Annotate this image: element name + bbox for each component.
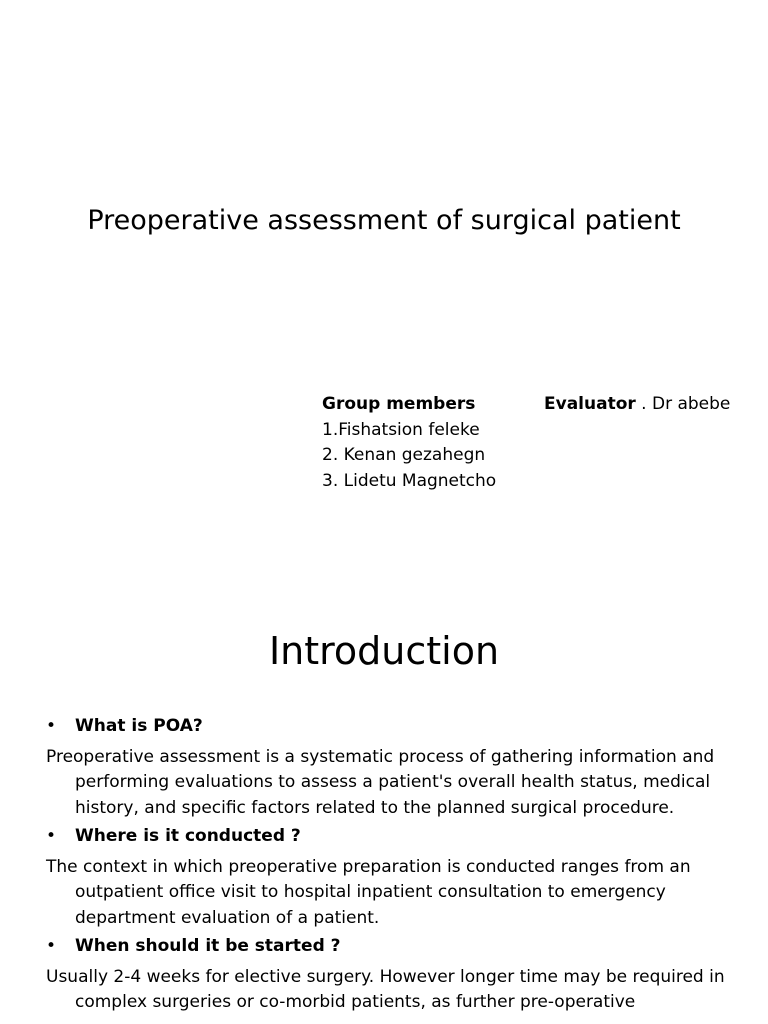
bullet-text: Where is it conducted ? [75, 826, 301, 846]
member-item: 1.Fishatsion feleke [322, 419, 480, 440]
bullet-dot-icon: • [46, 826, 57, 846]
bullet-text: What is POA? [75, 716, 203, 736]
introduction-body [46, 714, 736, 1019]
bullet-question [46, 934, 736, 960]
introduction-title: Introduction [268, 629, 500, 673]
group-members-header: Group members [322, 394, 476, 414]
bullet-question [46, 714, 736, 740]
member-item: 2. Kenan gezahegn [322, 445, 486, 465]
evaluator-label: Evaluator [544, 394, 636, 414]
bullet-question [46, 824, 736, 850]
evaluator-block [544, 392, 730, 418]
answer-paragraph: The context in which preoperative preparation is conducted ranges from an outpatient office visit to hospital inpatient consultation to emergency department evaluation of a patient. [46, 856, 691, 928]
bullet-dot-icon: • [46, 936, 57, 956]
bullet-text: When should it be started ? [75, 936, 341, 956]
member-item: 3. Lidetu Magnetcho [322, 470, 497, 491]
group-members-block [322, 392, 496, 494]
bullet-dot-icon: • [46, 716, 57, 736]
answer-paragraph: Usually 2-4 weeks for elective surgery. However longer time may be required in complex surgeries or co-morbid patients, as further pre-operative [46, 966, 725, 1012]
evaluator-value: . Dr abebe [635, 394, 731, 414]
presentation-title: Preoperative assessment of surgical patient [87, 205, 681, 236]
answer-paragraph: Preoperative assessment is a systematic process of gathering information and performing evaluations to assess a patient's overall health status, medical history, and specific factors related to the planned surgical procedure. [46, 746, 715, 818]
